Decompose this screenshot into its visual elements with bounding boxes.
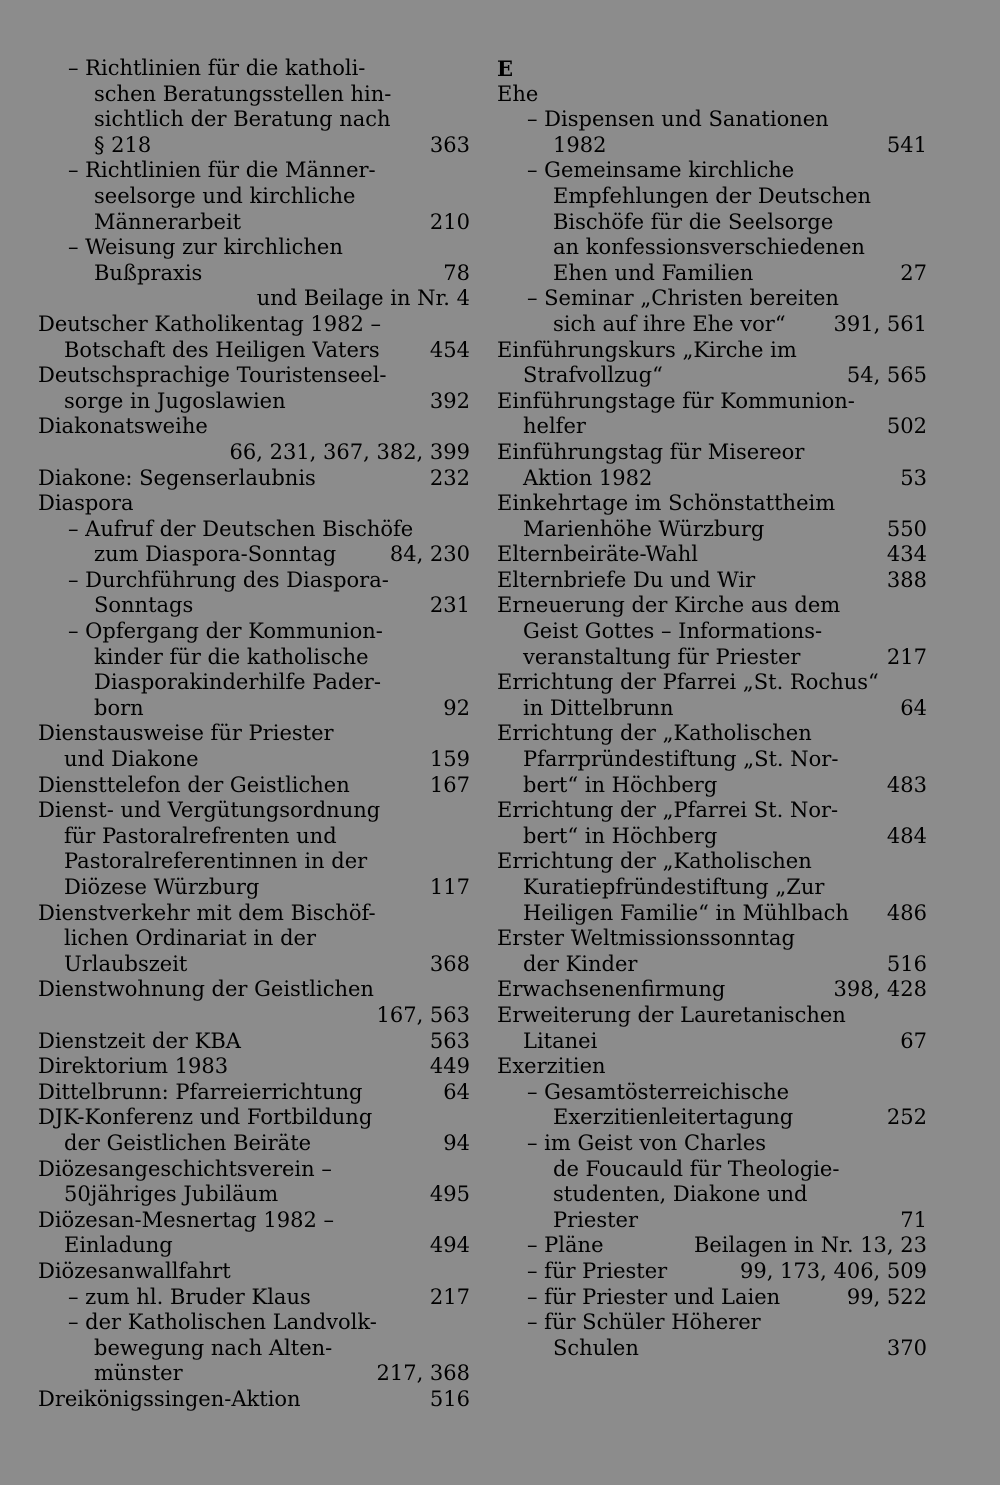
index-line (497, 1310, 927, 1336)
index-line (38, 1285, 470, 1311)
index-line (497, 747, 927, 773)
index-entry-text: Errichtung der Pfarrei „St. Rochus“ (497, 670, 879, 695)
page-reference: 217 (429, 1284, 470, 1309)
index-line (497, 286, 927, 312)
index-entry-text: Diaspora (38, 491, 134, 516)
index-line (497, 696, 927, 722)
index-line (38, 1003, 470, 1029)
index-entry-text: Deutschsprachige Touristenseel- (38, 363, 387, 388)
index-entry-text: Marienhöhe Würzburg (523, 516, 765, 541)
index-entry-text: der Geistlichen Beiräte (64, 1130, 312, 1155)
index-entry-text: Dienstzeit der KBA (38, 1028, 241, 1053)
page-reference: 167, 563 (376, 1002, 470, 1027)
index-entry-text: Diakone: Segenserlaubnis (38, 465, 316, 490)
page-reference: 454 (429, 337, 470, 362)
index-entry-text: – für Priester und Laien (527, 1284, 781, 1309)
index-line (497, 952, 927, 978)
index-entry-text: Einführungskurs „Kirche im (497, 337, 797, 362)
index-line (497, 875, 927, 901)
index-entry-text: – im Geist von Charles (527, 1130, 767, 1155)
index-entry-text: Botschaft des Heiligen Vaters (64, 337, 380, 362)
index-entry-text: DJK-Konferenz und Fortbildung (38, 1105, 373, 1130)
index-entry-text: § 218 (94, 132, 152, 157)
index-entry-text: Diözesanwallfahrt (38, 1258, 231, 1283)
index-entry-text: Dienstverkehr mit dem Bischöf- (38, 900, 376, 925)
index-line (38, 542, 470, 568)
index-line (497, 1336, 927, 1362)
index-entry-text: Diensttelefon der Geistlichen (38, 772, 350, 797)
index-line (38, 363, 470, 389)
index-entry-text: bewegung nach Alten- (94, 1335, 333, 1360)
page-reference: 486 (886, 900, 927, 925)
index-line (497, 1131, 927, 1157)
index-entry-text: helfer (523, 414, 586, 439)
page-reference: 53 (900, 465, 927, 490)
index-entry-text: Strafvollzug“ (523, 363, 663, 388)
index-line (38, 568, 470, 594)
index-entry-text: Bischöfe für die Seelsorge (553, 209, 834, 234)
index-entry-text: Dienstwohnung der Geistlichen (38, 977, 374, 1002)
index-line (497, 491, 927, 517)
index-line (497, 107, 927, 133)
page-reference: 232 (429, 465, 470, 490)
index-entry-text: Direktorium 1983 (38, 1054, 229, 1079)
page-reference: 502 (886, 414, 927, 439)
index-entry-text: Litanei (523, 1028, 598, 1053)
index-line (497, 363, 927, 389)
page-reference: 99, 173, 406, 509 (739, 1258, 927, 1283)
index-line (38, 158, 470, 184)
index-line (38, 1387, 470, 1413)
index-line (38, 645, 470, 671)
index-entry-text: Einführungstage für Kommunion- (497, 388, 855, 413)
index-entry-text: Errichtung der „Katholischen (497, 721, 812, 746)
index-entry-text: – Richtlinien für die Männer- (68, 158, 376, 183)
index-line (38, 696, 470, 722)
index-entry-text: Erster Weltmissionssonntag (497, 926, 795, 951)
index-entry-text: Einkehrtage im Schönstattheim (497, 491, 836, 516)
index-entry-text: schen Beratungsstellen hin- (94, 81, 392, 106)
index-line (38, 593, 470, 619)
page-reference: 217, 368 (376, 1361, 470, 1386)
page-reference: Beilagen in Nr. 13, 23 (693, 1233, 927, 1258)
index-line (38, 1157, 470, 1183)
index-entry-text: born (94, 695, 144, 720)
index-line (38, 261, 470, 287)
page-reference: 391, 561 (833, 311, 927, 336)
index-line (38, 389, 470, 415)
index-entry-text: Einladung (64, 1233, 173, 1258)
index-line (497, 824, 927, 850)
index-line (38, 210, 470, 236)
page-reference: 541 (886, 132, 927, 157)
page-reference: 54, 565 (846, 363, 927, 388)
index-entry-text: – für Schüler Höherer (527, 1310, 761, 1335)
index-line (497, 235, 927, 261)
index-entry-text: 50jähriges Jubiläum (64, 1182, 279, 1207)
index-line (38, 901, 470, 927)
page-reference: 78 (443, 260, 470, 285)
index-line (497, 1285, 927, 1311)
index-line (497, 1054, 927, 1080)
index-entry-text: an konfessionsverschiedenen (553, 235, 865, 260)
index-entry-text: – der Katholischen Landvolk- (68, 1310, 377, 1335)
page-reference: 231 (429, 593, 470, 618)
index-entry-text: Dienstausweise für Priester (38, 721, 334, 746)
index-line (497, 901, 927, 927)
index-line (38, 107, 470, 133)
page-reference: und Beilage in Nr. 4 (256, 286, 470, 311)
index-line (497, 338, 927, 364)
index-line (497, 414, 927, 440)
index-line (38, 619, 470, 645)
index-line (38, 1208, 470, 1234)
index-line (38, 670, 470, 696)
index-entry-text: Errichtung der „Katholischen (497, 849, 812, 874)
page-reference: 516 (429, 1386, 470, 1411)
index-line (38, 466, 470, 492)
index-line (497, 389, 927, 415)
index-entry-text: Dienst- und Vergütungsordnung (38, 798, 381, 823)
page-reference: 484 (886, 823, 927, 848)
index-entry-text: Diözesan-Mesnertag 1982 – (38, 1207, 334, 1232)
index-entry-text: Geist Gottes – Informations- (523, 619, 823, 644)
index-entry-text: Pfarrpründestiftung „St. Nor- (523, 747, 839, 772)
index-line (38, 56, 470, 82)
index-line (38, 849, 470, 875)
page-reference: 434 (886, 542, 927, 567)
index-entry-text: – Gemeinsame kirchliche (527, 158, 795, 183)
index-line (38, 235, 470, 261)
page-reference: 99, 522 (846, 1284, 927, 1309)
index-line (38, 491, 470, 517)
index-line (497, 721, 927, 747)
index-entry-text: – Dispensen und Sanationen (527, 107, 829, 132)
index-line (38, 1131, 470, 1157)
index-line (38, 414, 470, 440)
index-line (38, 440, 470, 466)
index-entry-text: bert“ in Höchberg (523, 823, 718, 848)
index-entry-text: – Durchführung des Diaspora- (68, 567, 389, 592)
index-entry-text: für Pastoralrefrenten und (64, 823, 337, 848)
index-entry-text: Diözese Würzburg (64, 875, 260, 899)
index-entry-text: Empfehlungen der Deutschen (553, 183, 872, 208)
index-line (497, 645, 927, 671)
index-line (497, 158, 927, 184)
page-reference: 84, 230 (389, 542, 470, 567)
index-line (38, 1361, 470, 1387)
index-entry-text: und Diakone (64, 747, 199, 772)
index-line (38, 1080, 470, 1106)
page-reference: 64 (900, 695, 927, 720)
index-column-right (497, 56, 927, 1361)
index-line (497, 56, 927, 82)
index-line (38, 82, 470, 108)
index-line (38, 926, 470, 952)
index-line (38, 1233, 470, 1259)
index-line (497, 593, 927, 619)
index-line (497, 1029, 927, 1055)
page-reference: 483 (886, 772, 927, 797)
page-reference: 516 (886, 951, 927, 976)
index-line (38, 1054, 470, 1080)
index-line (38, 952, 470, 978)
page-reference: 563 (429, 1028, 470, 1053)
page-reference: 388 (886, 567, 927, 592)
index-line (497, 849, 927, 875)
page-reference: 449 (429, 1054, 470, 1079)
page-reference: 252 (886, 1105, 927, 1130)
index-entry-text: in Dittelbrunn (523, 695, 674, 720)
page-reference: 210 (429, 209, 470, 234)
index-line (497, 542, 927, 568)
index-line (38, 338, 470, 364)
index-entry-text: Diakonatsweihe (38, 414, 208, 439)
index-entry-text: studenten, Diakone und (553, 1182, 808, 1207)
index-entry-text: – für Priester (527, 1258, 668, 1283)
index-line (497, 773, 927, 799)
index-entry-text: Sonntags (94, 593, 194, 618)
index-line (38, 1310, 470, 1336)
index-column-left (38, 56, 470, 1412)
index-line (38, 1029, 470, 1055)
index-entry-text: Aktion 1982 (523, 465, 653, 490)
index-entry-text: – Opfergang der Kommunion- (68, 619, 383, 644)
index-line (38, 977, 470, 1003)
index-line (38, 1259, 470, 1285)
index-entry-text: Elternbriefe Du und Wir (497, 567, 756, 592)
index-line (38, 312, 470, 338)
index-line (497, 1105, 927, 1131)
index-entry-text: Diasporakinderhilfe Pader- (94, 670, 381, 695)
page-reference: 64 (443, 1079, 470, 1104)
index-entry-text: Pastoralreferentinnen in der (64, 849, 368, 874)
index-entry-text: – Seminar „Christen bereiten (527, 286, 839, 311)
index-line (497, 1157, 927, 1183)
index-entry-text: Erweiterung der Lauretanischen (497, 1002, 846, 1027)
index-entry-text: bert“ in Höchberg (523, 772, 718, 797)
index-line (38, 1105, 470, 1131)
index-line (38, 184, 470, 210)
index-line (497, 1003, 927, 1029)
index-line (497, 1233, 927, 1259)
index-entry-text: Männerarbeit (94, 209, 242, 234)
index-entry-text: – Weisung zur kirchlichen (68, 235, 343, 260)
page-reference: 117 (429, 875, 470, 899)
index-entry-text: Urlaubszeit (64, 951, 188, 976)
index-line (38, 875, 470, 901)
index-entry-text: sichtlich der Beratung nach (94, 107, 391, 132)
page-reference: 159 (429, 747, 470, 772)
index-line (497, 82, 927, 108)
index-entry-text: seelsorge und kirchliche (94, 183, 356, 208)
index-line (497, 926, 927, 952)
index-line (497, 440, 927, 466)
index-line (497, 1080, 927, 1106)
index-entry-text: münster (94, 1361, 183, 1386)
index-entry-text: Erwachsenenfirmung (497, 977, 726, 1002)
page-reference: 92 (443, 695, 470, 720)
index-entry-text: Kuratiepfründestiftung „Zur (523, 875, 825, 899)
index-entry-text: Erneuerung der Kirche aus dem (497, 593, 841, 618)
index-line (38, 798, 470, 824)
index-entry-text: Exerzitien (497, 1054, 606, 1079)
index-entry-text: Dittelbrunn: Pfarreierrichtung (38, 1079, 363, 1104)
page-reference: 392 (429, 388, 470, 413)
index-entry-text: sich auf ihre Ehe vor“ (553, 311, 786, 336)
index-line (497, 670, 927, 696)
index-line (497, 1208, 927, 1234)
index-line (38, 286, 470, 312)
index-line (38, 721, 470, 747)
page-reference: 495 (429, 1182, 470, 1207)
page-reference: 67 (900, 1028, 927, 1053)
index-entry-text: Heiligen Familie“ in Mühlbach (523, 900, 849, 925)
page-reference: 368 (429, 951, 470, 976)
index-entry-text: – Pläne (527, 1233, 604, 1258)
index-line (497, 261, 927, 287)
index-entry-text: Ehe (497, 81, 539, 106)
index-entry-text: Errichtung der „Pfarrei St. Nor- (497, 798, 839, 823)
page-reference: 27 (900, 260, 927, 285)
index-entry-text: de Foucauld für Theologie- (553, 1156, 840, 1181)
index-entry-text: lichen Ordinariat in der (64, 926, 317, 951)
index-entry-text: sorge in Jugoslawien (64, 388, 286, 413)
index-line (38, 773, 470, 799)
index-line (38, 517, 470, 543)
page-reference: 66, 231, 367, 382, 399 (229, 439, 470, 464)
page-reference: 494 (429, 1233, 470, 1258)
index-line (497, 517, 927, 543)
index-line (497, 312, 927, 338)
page-reference: 363 (429, 132, 470, 157)
index-line (38, 133, 470, 159)
index-entry-text: – Aufruf der Deutschen Bischöfe (68, 516, 414, 541)
index-entry-text: Priester (553, 1207, 638, 1232)
index-entry-text: Exerzitienleitertagung (553, 1105, 794, 1130)
section-letter: E (497, 56, 514, 81)
index-entry-text: Dreikönigssingen-Aktion (38, 1386, 301, 1411)
index-entry-text: – Gesamtösterreichische (527, 1079, 790, 1104)
index-line (497, 798, 927, 824)
index-line (497, 184, 927, 210)
index-entry-text: kinder für die katholische (94, 644, 369, 669)
index-entry-text: Bußpraxis (94, 260, 203, 285)
index-entry-text: Ehen und Familien (553, 260, 754, 285)
page-reference: 550 (886, 516, 927, 541)
page-reference: 217 (886, 644, 927, 669)
index-entry-text: Einführungstag für Misereor (497, 439, 805, 464)
index-entry-text: – Richtlinien für die katholi- (68, 56, 366, 80)
page-reference: 94 (443, 1130, 470, 1155)
index-entry-text: – zum hl. Bruder Klaus (68, 1284, 311, 1309)
index-line (38, 747, 470, 773)
index-line (497, 1259, 927, 1285)
index-entry-text: Deutscher Katholikentag 1982 – (38, 311, 382, 336)
index-entry-text: 1982 (553, 132, 607, 157)
index-line (38, 824, 470, 850)
index-entry-text: der Kinder (523, 951, 638, 976)
index-line (497, 1182, 927, 1208)
index-entry-text: Elternbeiräte-Wahl (497, 542, 698, 567)
index-line (497, 466, 927, 492)
page-reference: 71 (900, 1207, 927, 1232)
index-entry-text: Schulen (553, 1335, 639, 1360)
page-reference: 398, 428 (833, 977, 927, 1002)
index-line (497, 210, 927, 236)
index-line (497, 568, 927, 594)
index-line (497, 133, 927, 159)
index-entry-text: Diözesangeschichtsverein – (38, 1156, 332, 1181)
index-entry-text: veranstaltung für Priester (523, 644, 801, 669)
index-line (497, 619, 927, 645)
page-reference: 370 (886, 1335, 927, 1360)
index-line (497, 977, 927, 1003)
index-line (38, 1182, 470, 1208)
index-line (38, 1336, 470, 1362)
page-reference: 167 (429, 772, 470, 797)
index-entry-text: zum Diaspora-Sonntag (94, 542, 337, 567)
